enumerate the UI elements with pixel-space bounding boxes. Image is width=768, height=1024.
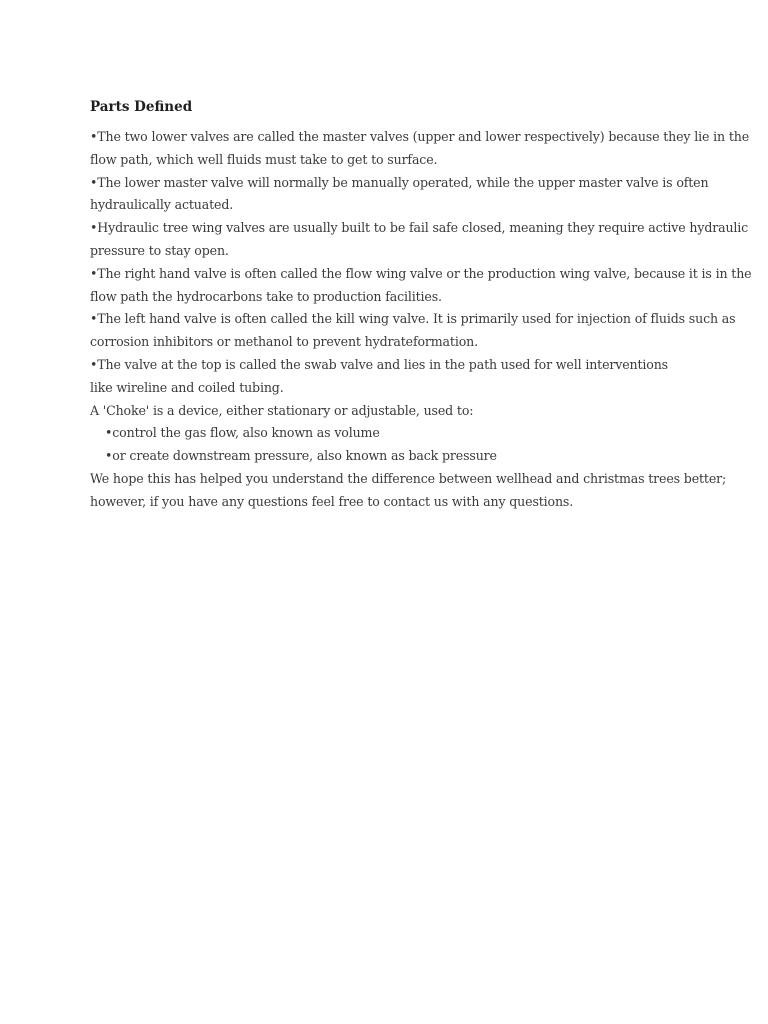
text-line: •The two lower valves are called the master valves (upper and lower respectively) because they lie in the [90, 129, 750, 144]
text-line: flow path the hydrocarbons take to production facilities. [90, 288, 442, 304]
text-line: however, if you have any questions feel free to contact us with any questions. [90, 493, 574, 509]
text-line: flow path, which well fluids must take to get to surface. [90, 151, 438, 167]
text-line: •The right hand valve is often called the flow wing valve or the production wing valve, because it is in the [90, 265, 752, 281]
text-line: hydraulically actuated. [90, 197, 234, 213]
choke-list-item: •control the gas flow, also known as volume [105, 425, 380, 441]
text-line: •Hydraulic tree wing valves are usually built to be fail safe closed, meaning they require active hydraulic [90, 220, 749, 236]
paragraph-closing [90, 468, 727, 514]
text-line: •The left hand valve is often called the kill wing valve. It is primarily used for injection of fluids such as [90, 311, 736, 327]
text-line: like wireline and coiled tubing. [90, 379, 284, 395]
text-line: pressure to stay open. [90, 242, 229, 258]
paragraph-choke [90, 400, 680, 468]
paragraph-swab-valve [90, 354, 680, 400]
paragraph-lower-master-valve [90, 172, 709, 218]
paragraph-master-valves [90, 126, 750, 172]
paragraph-kill-wing-valve [90, 308, 736, 354]
text-line: •The valve at the top is called the swab valve and lies in the path used for well interventions [90, 356, 668, 372]
text-line: •The lower master valve will normally be manually operated, while the upper master valve is often [90, 174, 709, 190]
choke-intro: A 'Choke' is a device, either stationary or adjustable, used to: [90, 402, 474, 418]
section-heading: Parts Defined [90, 99, 193, 115]
document-page [90, 96, 752, 514]
text-line: corrosion inhibitors or methanol to prevent hydrateformation. [90, 334, 478, 350]
choke-list-item: •or create downstream pressure, also known as back pressure [105, 448, 497, 464]
paragraph-wing-valves [90, 217, 749, 263]
paragraph-flow-wing-valve [90, 263, 752, 309]
text-line: We hope this has helped you understand the difference between wellhead and christmas trees better; [90, 470, 727, 486]
